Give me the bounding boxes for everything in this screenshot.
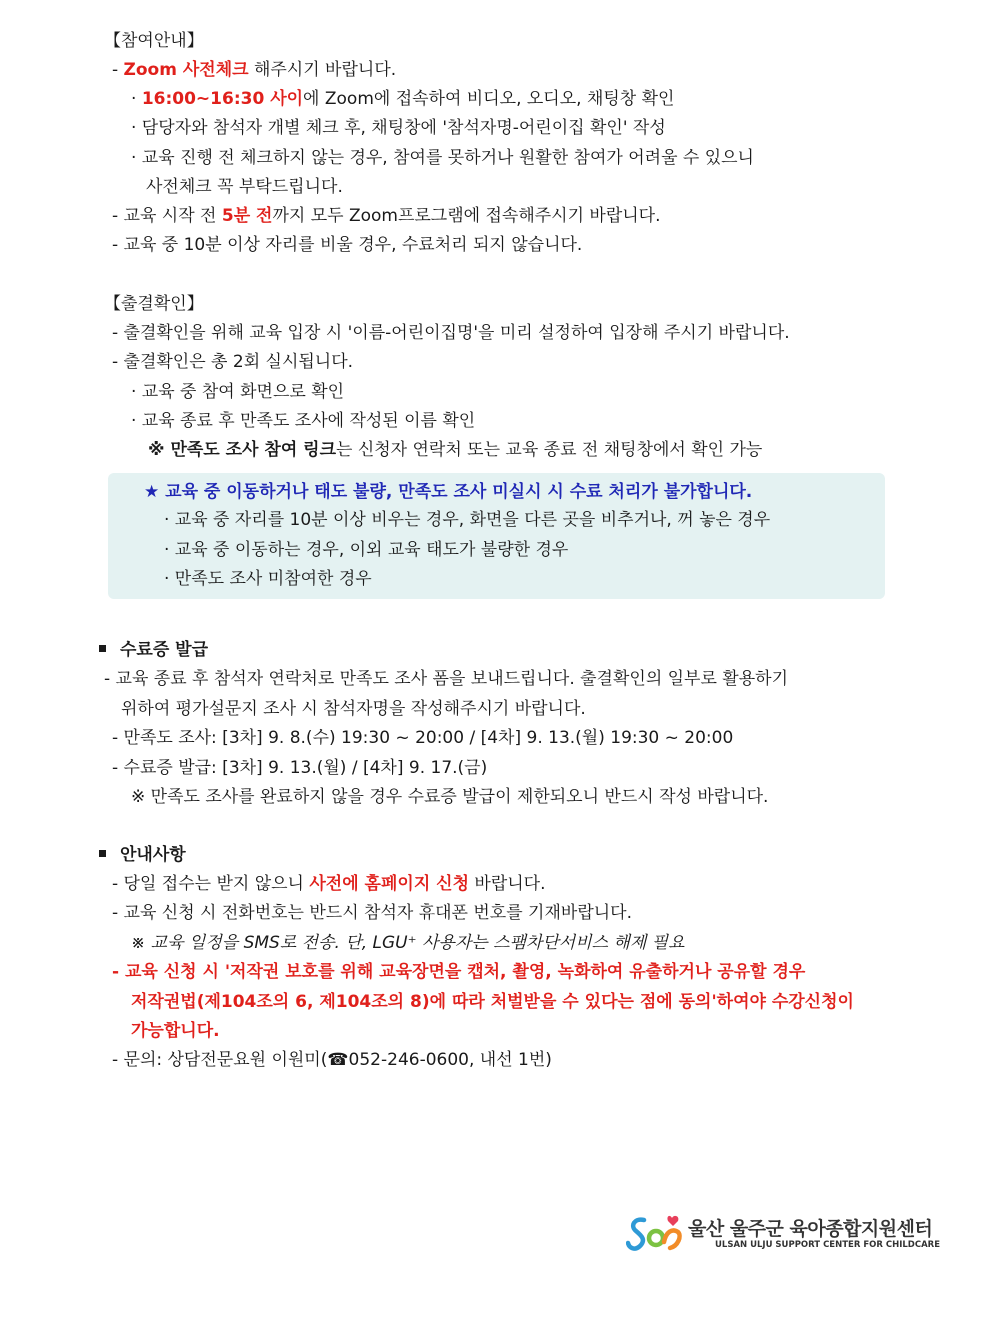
- participation-line-7: - 교육 중 10분 이상 자리를 비울 경우, 수료처리 되지 않습니다.: [112, 235, 583, 255]
- guide-line-6: 가능합니다.: [131, 1021, 220, 1041]
- participation-line-5: 사전체크 꼭 부탁드립니다.: [146, 177, 343, 197]
- guide-line-1: - 당일 접수는 받지 않으니 사전에 홈페이지 신청 바랍니다.: [112, 874, 546, 894]
- warning-item-1: · 교육 중 자리를 10분 이상 비우는 경우, 화면을 다른 곳을 비추거나, 꺼 놓은 경우: [164, 510, 771, 530]
- zoom-precheck-highlight: Zoom 사전체크: [123, 60, 249, 80]
- certificate-line-1: - 교육 종료 후 참석자 연락처로 만족도 조사 폼을 보내드립니다. 출결확인의 일부로 활용하기: [104, 669, 788, 689]
- center-logo: [626, 1212, 941, 1258]
- participation-line-2: · 16:00~16:30 사이에 Zoom에 접속하여 비디오, 오디오, 채팅창 확인: [131, 89, 675, 109]
- participation-line-6: - 교육 시작 전 5분 전까지 모두 Zoom프로그램에 접속해주시기 바랍니다.: [112, 206, 661, 226]
- phone-icon: ☎: [327, 1050, 349, 1070]
- section-heading-participation: 【참여안내】: [104, 31, 204, 51]
- square-bullet-icon: [99, 645, 106, 652]
- guide-line-4: - 교육 신청 시 '저작권 보호를 위해 교육장면을 캡처, 촬영, 녹화하여 유출하거나 공유할 경우: [112, 962, 806, 982]
- section-heading-attendance: 【출결확인】: [104, 294, 204, 314]
- guide-line-5: 저작권법(제104조의 6, 제104조의 8)에 따라 처벌받을 수 있다는 점에 동의'하여야 수강신청이: [131, 992, 854, 1012]
- participation-line-4: · 교육 진행 전 체크하지 않는 경우, 참여를 못하거나 원활한 참여가 어려울 수 있으니: [131, 148, 754, 168]
- guide-line-3: ※ 교육 일정을 SMS로 전송. 단, LGU⁺ 사용자는 스팸차단서비스 해제 필요: [131, 933, 685, 953]
- precheck-time-highlight: 16:00~16:30 사이: [141, 89, 304, 109]
- attendance-line-2: - 출결확인은 총 2회 실시됩니다.: [112, 352, 354, 372]
- participation-line-3: · 담당자와 참석자 개별 체크 후, 채팅창에 '참석자명-어린이집 확인' 작성: [131, 118, 666, 138]
- guide-line-7: - 문의: 상담전문요원 이원미(☎052-246-0600, 내선 1번): [112, 1050, 552, 1070]
- five-min-highlight: 5분 전: [221, 206, 273, 226]
- certificate-line-5: ※ 만족도 조사를 완료하지 않을 경우 수료증 발급이 제한되오니 반드시 작성 바랍니다.: [131, 787, 769, 807]
- section-heading-certificate: 수료증 발급: [99, 639, 208, 661]
- warning-title: ★ 교육 중 이동하거나 태도 불량, 만족도 조사 미실시 시 수료 처리가 불가합니다.: [144, 482, 753, 502]
- warning-item-3: · 만족도 조사 미참여한 경우: [164, 569, 372, 589]
- square-bullet-icon: [99, 850, 106, 857]
- certificate-line-3: - 만족도 조사: [3차] 9. 8.(수) 19:30 ~ 20:00 / [4차] 9. 13.(월) 19:30 ~ 20:00: [112, 728, 734, 748]
- homepage-apply-highlight: 사전에 홈페이지 신청: [309, 874, 470, 894]
- survey-link-bold: ※ 만족도 조사 참여 링크: [148, 440, 336, 460]
- center-logo-mark-icon: [626, 1212, 682, 1256]
- warning-item-2: · 교육 중 이동하는 경우, 이외 교육 태도가 불량한 경우: [164, 540, 569, 560]
- certificate-line-4: - 수료증 발급: [3차] 9. 13.(월) / [4차] 9. 17.(금): [112, 758, 488, 778]
- center-name-english: ULSAN ULJU SUPPORT CENTER FOR CHILDCARE: [715, 1240, 941, 1250]
- guide-line-2: - 교육 신청 시 전화번호는 반드시 참석자 휴대폰 번호를 기재바랍니다.: [112, 903, 632, 923]
- certificate-line-2: 위하여 평가설문지 조사 시 참석자명을 작성해주시기 바랍니다.: [121, 699, 586, 719]
- center-name-korean: 울산 울주군 육아종합지원센터: [688, 1218, 933, 1240]
- attendance-line-5: ※ 만족도 조사 참여 링크는 신청자 연락처 또는 교육 종료 전 채팅창에서 확인 가능: [148, 440, 763, 460]
- attendance-line-4: · 교육 종료 후 만족도 조사에 작성된 이름 확인: [131, 411, 476, 431]
- attendance-line-3: · 교육 중 참여 화면으로 확인: [131, 382, 345, 402]
- attendance-line-1: - 출결확인을 위해 교육 입장 시 '이름-어린이집명'을 미리 설정하여 입장해 주시기 바랍니다.: [112, 323, 790, 343]
- section-heading-guide: 안내사항: [99, 844, 186, 866]
- participation-line-1: - Zoom 사전체크 해주시기 바랍니다.: [112, 60, 397, 80]
